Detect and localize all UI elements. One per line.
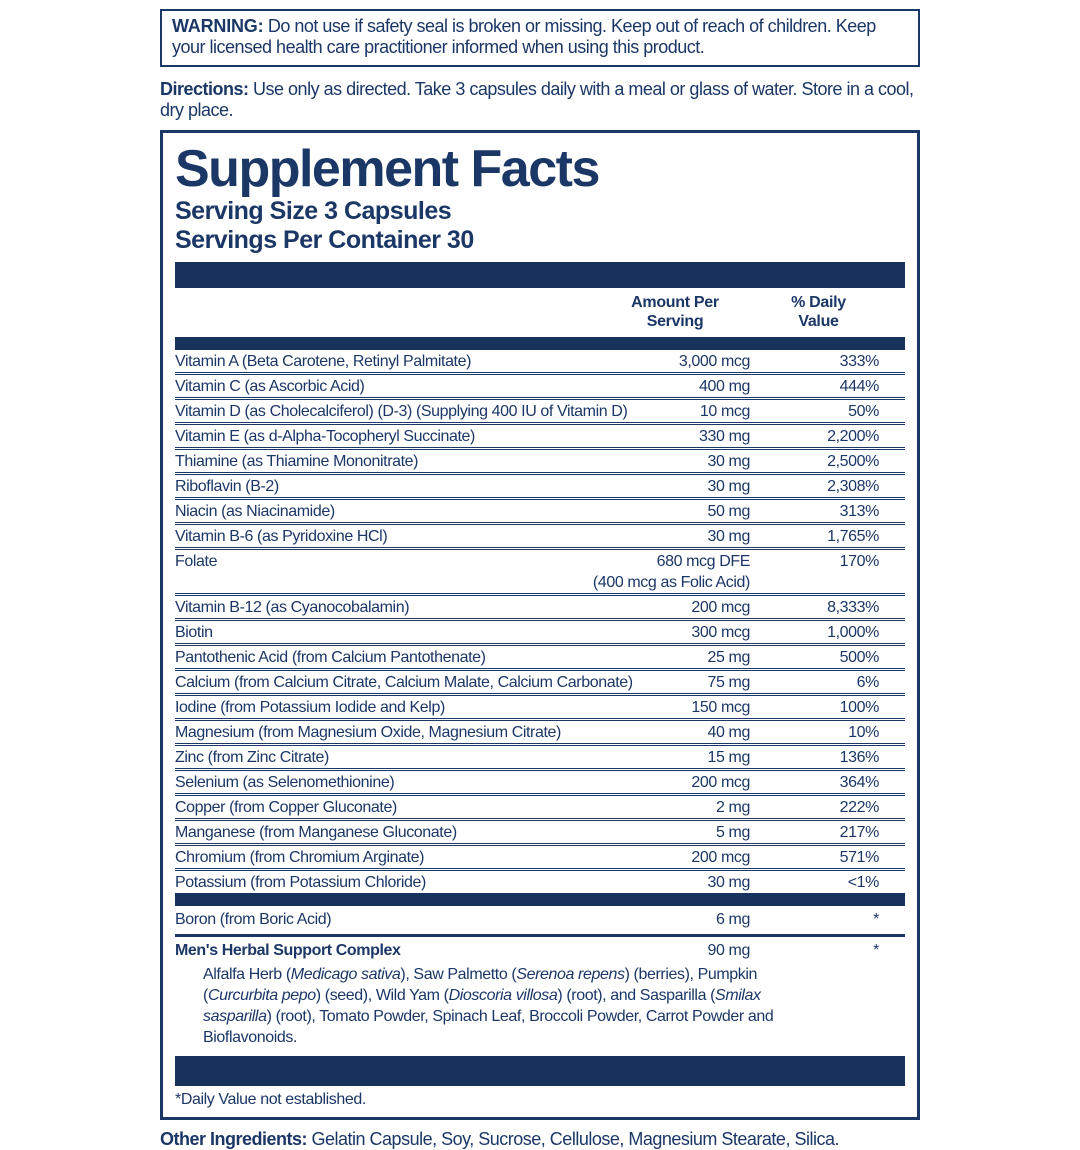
nutrient-name: Men's Herbal Support Complex [175, 942, 401, 959]
nutrient-amount: 30 mg [707, 478, 750, 495]
nutrient-name: Vitamin E (as d-Alpha-Tocopheryl Succinate) [175, 428, 475, 445]
other-ingredients [160, 1129, 920, 1150]
nutrient-name: Vitamin C (as Ascorbic Acid) [175, 378, 365, 395]
nutrient-rows [175, 350, 905, 893]
nutrient-amount: 6 mg [716, 911, 750, 928]
divider-bar-header [175, 337, 905, 350]
amount-per-serving-header: Amount Per Serving [631, 294, 719, 330]
herbal-description-segment: Medicago sativa [290, 966, 401, 983]
nutrient-row [175, 475, 905, 500]
nutrient-row [175, 525, 905, 550]
nutrient-amount: 5 mg [716, 824, 750, 841]
nutrient-daily-value: <1% [847, 874, 879, 891]
nutrient-row [175, 550, 905, 596]
nutrient-daily-value: 222% [839, 799, 879, 816]
nutrient-daily-value: 444% [839, 378, 879, 395]
nutrient-daily-value: 1,765% [827, 528, 879, 545]
nutrient-amount: 300 mcg [691, 624, 750, 641]
nutrient-daily-value: 500% [839, 649, 879, 666]
nutrient-row [175, 400, 905, 425]
nutrient-amount: 330 mg [699, 428, 750, 445]
nutrient-name: Pantothenic Acid (from Calcium Pantothenate) [175, 649, 486, 666]
nutrient-name: Calcium (from Calcium Citrate, Calcium Malate, Calcium Carbonate) [175, 674, 633, 691]
nutrient-name: Biotin [175, 624, 213, 641]
warning-box [160, 9, 920, 67]
nutrient-row [175, 375, 905, 400]
nutrient-name: Vitamin B-12 (as Cyanocobalamin) [175, 599, 410, 616]
nutrient-amount-note: (400 mcg as Folic Acid) [592, 574, 750, 591]
nutrient-amount: 15 mg [707, 749, 750, 766]
herbal-description-segment: Alfalfa Herb ( [203, 966, 291, 983]
herbal-description [175, 961, 815, 1056]
nutrient-daily-value: 136% [839, 749, 879, 766]
nutrient-daily-value: 2,308% [827, 478, 879, 495]
nutrient-name: Thiamine (as Thiamine Mononitrate) [175, 453, 419, 470]
nutrient-daily-value: 170% [839, 553, 879, 570]
herbal-description-segment: ) (root), and Sasparilla ( [557, 987, 716, 1004]
nutrient-amount: 680 mcg DFE [656, 553, 750, 570]
nutrient-daily-value: * [873, 911, 879, 928]
nutrient-daily-value: 50% [848, 403, 879, 420]
supplement-facts-title: Supplement Facts [175, 140, 599, 198]
label-content [160, 0, 920, 1150]
divider-bar-top [175, 262, 905, 288]
nutrient-name: Riboflavin (B-2) [175, 478, 279, 495]
secondary-rows [175, 906, 905, 937]
directions-label: Directions: [160, 79, 249, 99]
nutrient-row [175, 721, 905, 746]
divider-bar-minerals [175, 893, 905, 906]
nutrient-amount: 10 mcg [699, 403, 750, 420]
nutrient-row [175, 796, 905, 821]
directions-text: Use only as directed. Take 3 capsules daily with a meal or glass of water. Store in a cool, dry place. [160, 79, 914, 120]
percent-daily-value-header: % Daily Value [791, 294, 846, 330]
herbal-description-segment: ) (berries), Pumpkin ( [203, 966, 758, 1004]
nutrient-name: Magnesium (from Magnesium Oxide, Magnesium Citrate) [175, 724, 561, 741]
supplement-facts-panel [160, 130, 920, 1120]
nutrient-amount: 3,000 mcg [678, 353, 750, 370]
directions [160, 79, 920, 121]
warning-label: WARNING: [172, 16, 264, 36]
nutrient-amount: 30 mg [707, 453, 750, 470]
nutrient-daily-value: 6% [856, 674, 879, 691]
nutrient-name: Folate [175, 553, 218, 570]
nutrient-daily-value: 571% [839, 849, 879, 866]
nutrient-name: Chromium (from Chromium Arginate) [175, 849, 425, 866]
nutrient-row [175, 450, 905, 475]
nutrient-row [175, 696, 905, 721]
herbal-description-segment: ), Saw Palmetto ( [400, 966, 517, 983]
nutrient-daily-value: 364% [839, 774, 879, 791]
herbal-description-segment: ) (root), Tomato Powder, Spinach Leaf, Broccoli Powder, Carrot Powder and Bioflavonoids. [203, 1008, 774, 1046]
herbal-description-segment: Curcurbita pepo [207, 987, 316, 1004]
nutrient-daily-value: 2,200% [827, 428, 879, 445]
warning-text: Do not use if safety seal is broken or missing. Keep out of reach of children. Keep your licensed health care practitioner informed when using this product. [172, 16, 876, 57]
nutrient-amount: 150 mcg [691, 699, 750, 716]
nutrient-row [175, 937, 905, 961]
nutrient-amount: 2 mg [716, 799, 750, 816]
nutrient-amount: 90 mg [707, 942, 750, 959]
nutrient-row [175, 846, 905, 871]
nutrient-daily-value: 10% [848, 724, 879, 741]
other-ingredients-label: Other Ingredients: [160, 1129, 308, 1149]
herbal-description-segment: Serenoa repens [516, 966, 625, 983]
nutrient-row [175, 500, 905, 525]
nutrient-row [175, 871, 905, 893]
nutrient-name: Iodine (from Potassium Iodide and Kelp) [175, 699, 445, 716]
nutrient-name: Niacin (as Niacinamide) [175, 503, 335, 520]
nutrient-daily-value: 333% [839, 353, 879, 370]
nutrient-amount: 50 mg [707, 503, 750, 520]
nutrient-name: Vitamin A (Beta Carotene, Retinyl Palmitate) [175, 353, 472, 370]
herbal-description-segment: ) (seed), Wild Yam ( [315, 987, 449, 1004]
nutrient-row [175, 621, 905, 646]
herbal-description-segment: Smilax sasparilla [203, 987, 761, 1025]
nutrient-row [175, 646, 905, 671]
nutrient-row [175, 821, 905, 846]
nutrient-name: Potassium (from Potassium Chloride) [175, 874, 426, 891]
daily-value-footnote: *Daily Value not established. [175, 1091, 366, 1108]
nutrient-amount: 25 mg [707, 649, 750, 666]
nutrient-amount: 200 mcg [691, 774, 750, 791]
nutrient-name: Zinc (from Zinc Citrate) [175, 749, 329, 766]
nutrient-name: Copper (from Copper Gluconate) [175, 799, 397, 816]
nutrient-amount: 40 mg [707, 724, 750, 741]
nutrient-amount: 400 mg [699, 378, 750, 395]
nutrient-name: Vitamin B-6 (as Pyridoxine HCl) [175, 528, 388, 545]
nutrient-daily-value: 1,000% [827, 624, 879, 641]
nutrient-row [175, 425, 905, 450]
nutrient-amount: 200 mcg [691, 849, 750, 866]
nutrient-row [175, 771, 905, 796]
nutrient-row [175, 596, 905, 621]
servings-per-container: Servings Per Container 30 [175, 226, 474, 254]
nutrient-amount: 30 mg [707, 874, 750, 891]
nutrient-name: Vitamin D (as Cholecalciferol) (D-3) (Supplying 400 IU of Vitamin D) [175, 403, 628, 420]
nutrient-name: Boron (from Boric Acid) [175, 911, 332, 928]
nutrient-row [175, 906, 905, 937]
other-ingredients-text: Gelatin Capsule, Soy, Sucrose, Cellulose, Magnesium Stearate, Silica. [307, 1129, 839, 1149]
herbal-complex-row [175, 937, 905, 961]
nutrient-amount: 30 mg [707, 528, 750, 545]
serving-size: Serving Size 3 Capsules [175, 197, 452, 225]
nutrient-daily-value: * [873, 942, 879, 959]
divider-bar-bottom [175, 1056, 905, 1086]
nutrient-amount: 75 mg [707, 674, 750, 691]
nutrient-row [175, 671, 905, 696]
nutrient-name: Manganese (from Manganese Gluconate) [175, 824, 457, 841]
nutrient-name: Selenium (as Selenomethionine) [175, 774, 395, 791]
nutrient-row [175, 746, 905, 771]
column-headers [175, 288, 905, 337]
herbal-description-segment: Dioscoria villosa [448, 987, 558, 1004]
nutrient-row [175, 350, 905, 375]
nutrient-amount: 200 mcg [691, 599, 750, 616]
nutrient-daily-value: 100% [839, 699, 879, 716]
nutrient-daily-value: 313% [839, 503, 879, 520]
nutrient-daily-value: 2,500% [827, 453, 879, 470]
nutrient-daily-value: 8,333% [827, 599, 879, 616]
nutrient-daily-value: 217% [839, 824, 879, 841]
